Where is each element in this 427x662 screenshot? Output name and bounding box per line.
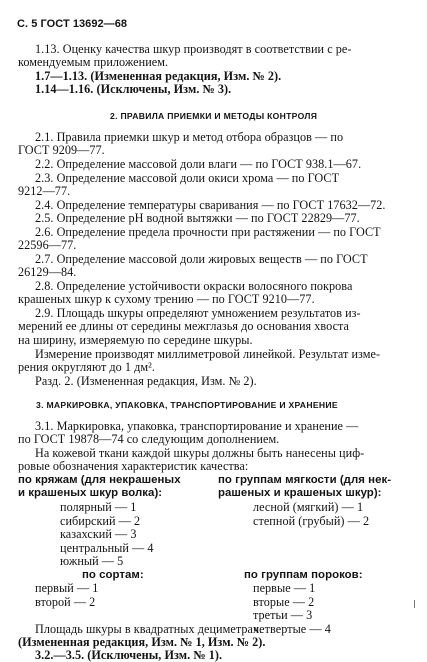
region-heading: по кряжам (для некрашеных	[18, 474, 181, 486]
amendment-note: 1.7—1.13. (Измененная редакция, Изм. № 2).	[35, 69, 282, 83]
list-item: казахский — 3	[60, 527, 137, 541]
text-line: Измерение производят миллиметровой линейкой. Результат изме-	[35, 347, 381, 361]
text-line: Разд. 2. (Измененная редакция, Изм. № 2).	[35, 374, 257, 388]
text-line: ровые обозначения характеристик качества:	[18, 459, 249, 473]
text-line: рения округляют до 1 дм².	[18, 360, 155, 374]
text-line: 2.4. Определение температуры сваривания — по ГОСТ 17632—72.	[35, 198, 386, 212]
amendment-note: (Измененная редакция, Изм. № 1, Изм. № 2).	[18, 635, 266, 649]
region-heading: и крашеных шкур волка):	[18, 487, 163, 499]
amendment-note: 1.14—1.16. (Исключены, Изм. № 3).	[35, 82, 232, 96]
page-header: С. 5 ГОСТ 13692—68	[17, 18, 128, 30]
text-line: крашеных шкур к сухому трению — по ГОСТ 9210—77.	[18, 292, 315, 306]
softness-heading: рашеных и крашеных шкур):	[218, 487, 382, 499]
text-line: 26129—84.	[18, 265, 77, 279]
text-line: мерений ее длины от середины межглазья до основания хвоста	[18, 319, 350, 333]
list-item: центральный — 4	[60, 541, 154, 555]
list-item: южный — 5	[60, 554, 124, 568]
defects-heading: по группам пороков:	[244, 569, 363, 581]
list-item: сибирский — 2	[60, 514, 141, 528]
grade-heading: по сортам:	[82, 569, 144, 581]
list-item: степной (грубый) — 2	[253, 514, 370, 528]
text-line: по ГОСТ 19878—74 со следующим дополнением.	[18, 432, 280, 446]
text-line: Площадь шкуры в квадратных дециметрах.	[35, 622, 263, 636]
list-item: вторые — 2	[253, 595, 315, 609]
text-line: 2.3. Определение массовой доли окиси хрома — по ГОСТ	[35, 171, 340, 185]
section-2-heading: 2. ПРАВИЛА ПРИЕМКИ И МЕТОДЫ КОНТРОЛЯ	[110, 111, 318, 121]
section-3-heading: 3. МАРКИРОВКА, УПАКОВКА, ТРАНСПОРТИРОВАНИЕ И ХРАНЕНИЕ	[36, 400, 338, 410]
text-line: 2.5. Определение рН водной вытяжки — по ГОСТ 22829—77.	[35, 211, 360, 225]
text-line: 2.2. Определение массовой доли влаги — по ГОСТ 938.1—67.	[35, 157, 362, 171]
text-line: На кожевой ткани каждой шкуры должны быть нанесены циф-	[35, 446, 365, 460]
text-line: на ширину, измеряемую по середине шкуры.	[18, 333, 253, 347]
text-line: 2.6. Определение предела прочности при растяжении — по ГОСТ	[35, 225, 381, 239]
list-item: первый — 1	[35, 581, 99, 595]
list-item: полярный — 1	[60, 500, 137, 514]
list-item: четвертые — 4	[253, 622, 331, 636]
text-line: 2.8. Определение устойчивости окраски волосяного покрова	[35, 279, 353, 293]
amendment-note: 3.2.—3.5. (Исключены, Изм. № 1).	[35, 648, 223, 662]
list-item: лесной (мягкий) — 1	[253, 500, 364, 514]
text-line: 2.1. Правила приемки шкур и метод отбора образцов — по	[35, 130, 344, 144]
margin-mark	[414, 600, 415, 608]
text-line: 2.7. Определение массовой доли жировых веществ — по ГОСТ	[35, 252, 368, 266]
text-line: 2.9. Площадь шкуры определяют умножением результатов из-	[35, 306, 361, 320]
text-line: 1.13. Оценку качества шкур производят в соответствии с ре-	[35, 42, 352, 56]
list-item: второй — 2	[35, 595, 96, 609]
softness-heading: по группам мягкости (для нек-	[218, 474, 392, 486]
text-line: 22596—77.	[18, 238, 77, 252]
text-line: 3.1. Маркировка, упаковка, транспортирование и хранение —	[35, 419, 359, 433]
text-line: 9212—77.	[18, 184, 71, 198]
text-line: ГОСТ 9209—77.	[18, 143, 105, 157]
text-line: комендуемым приложением.	[18, 55, 169, 69]
list-item: первые — 1	[253, 581, 316, 595]
list-item: третьи — 3	[253, 608, 313, 622]
